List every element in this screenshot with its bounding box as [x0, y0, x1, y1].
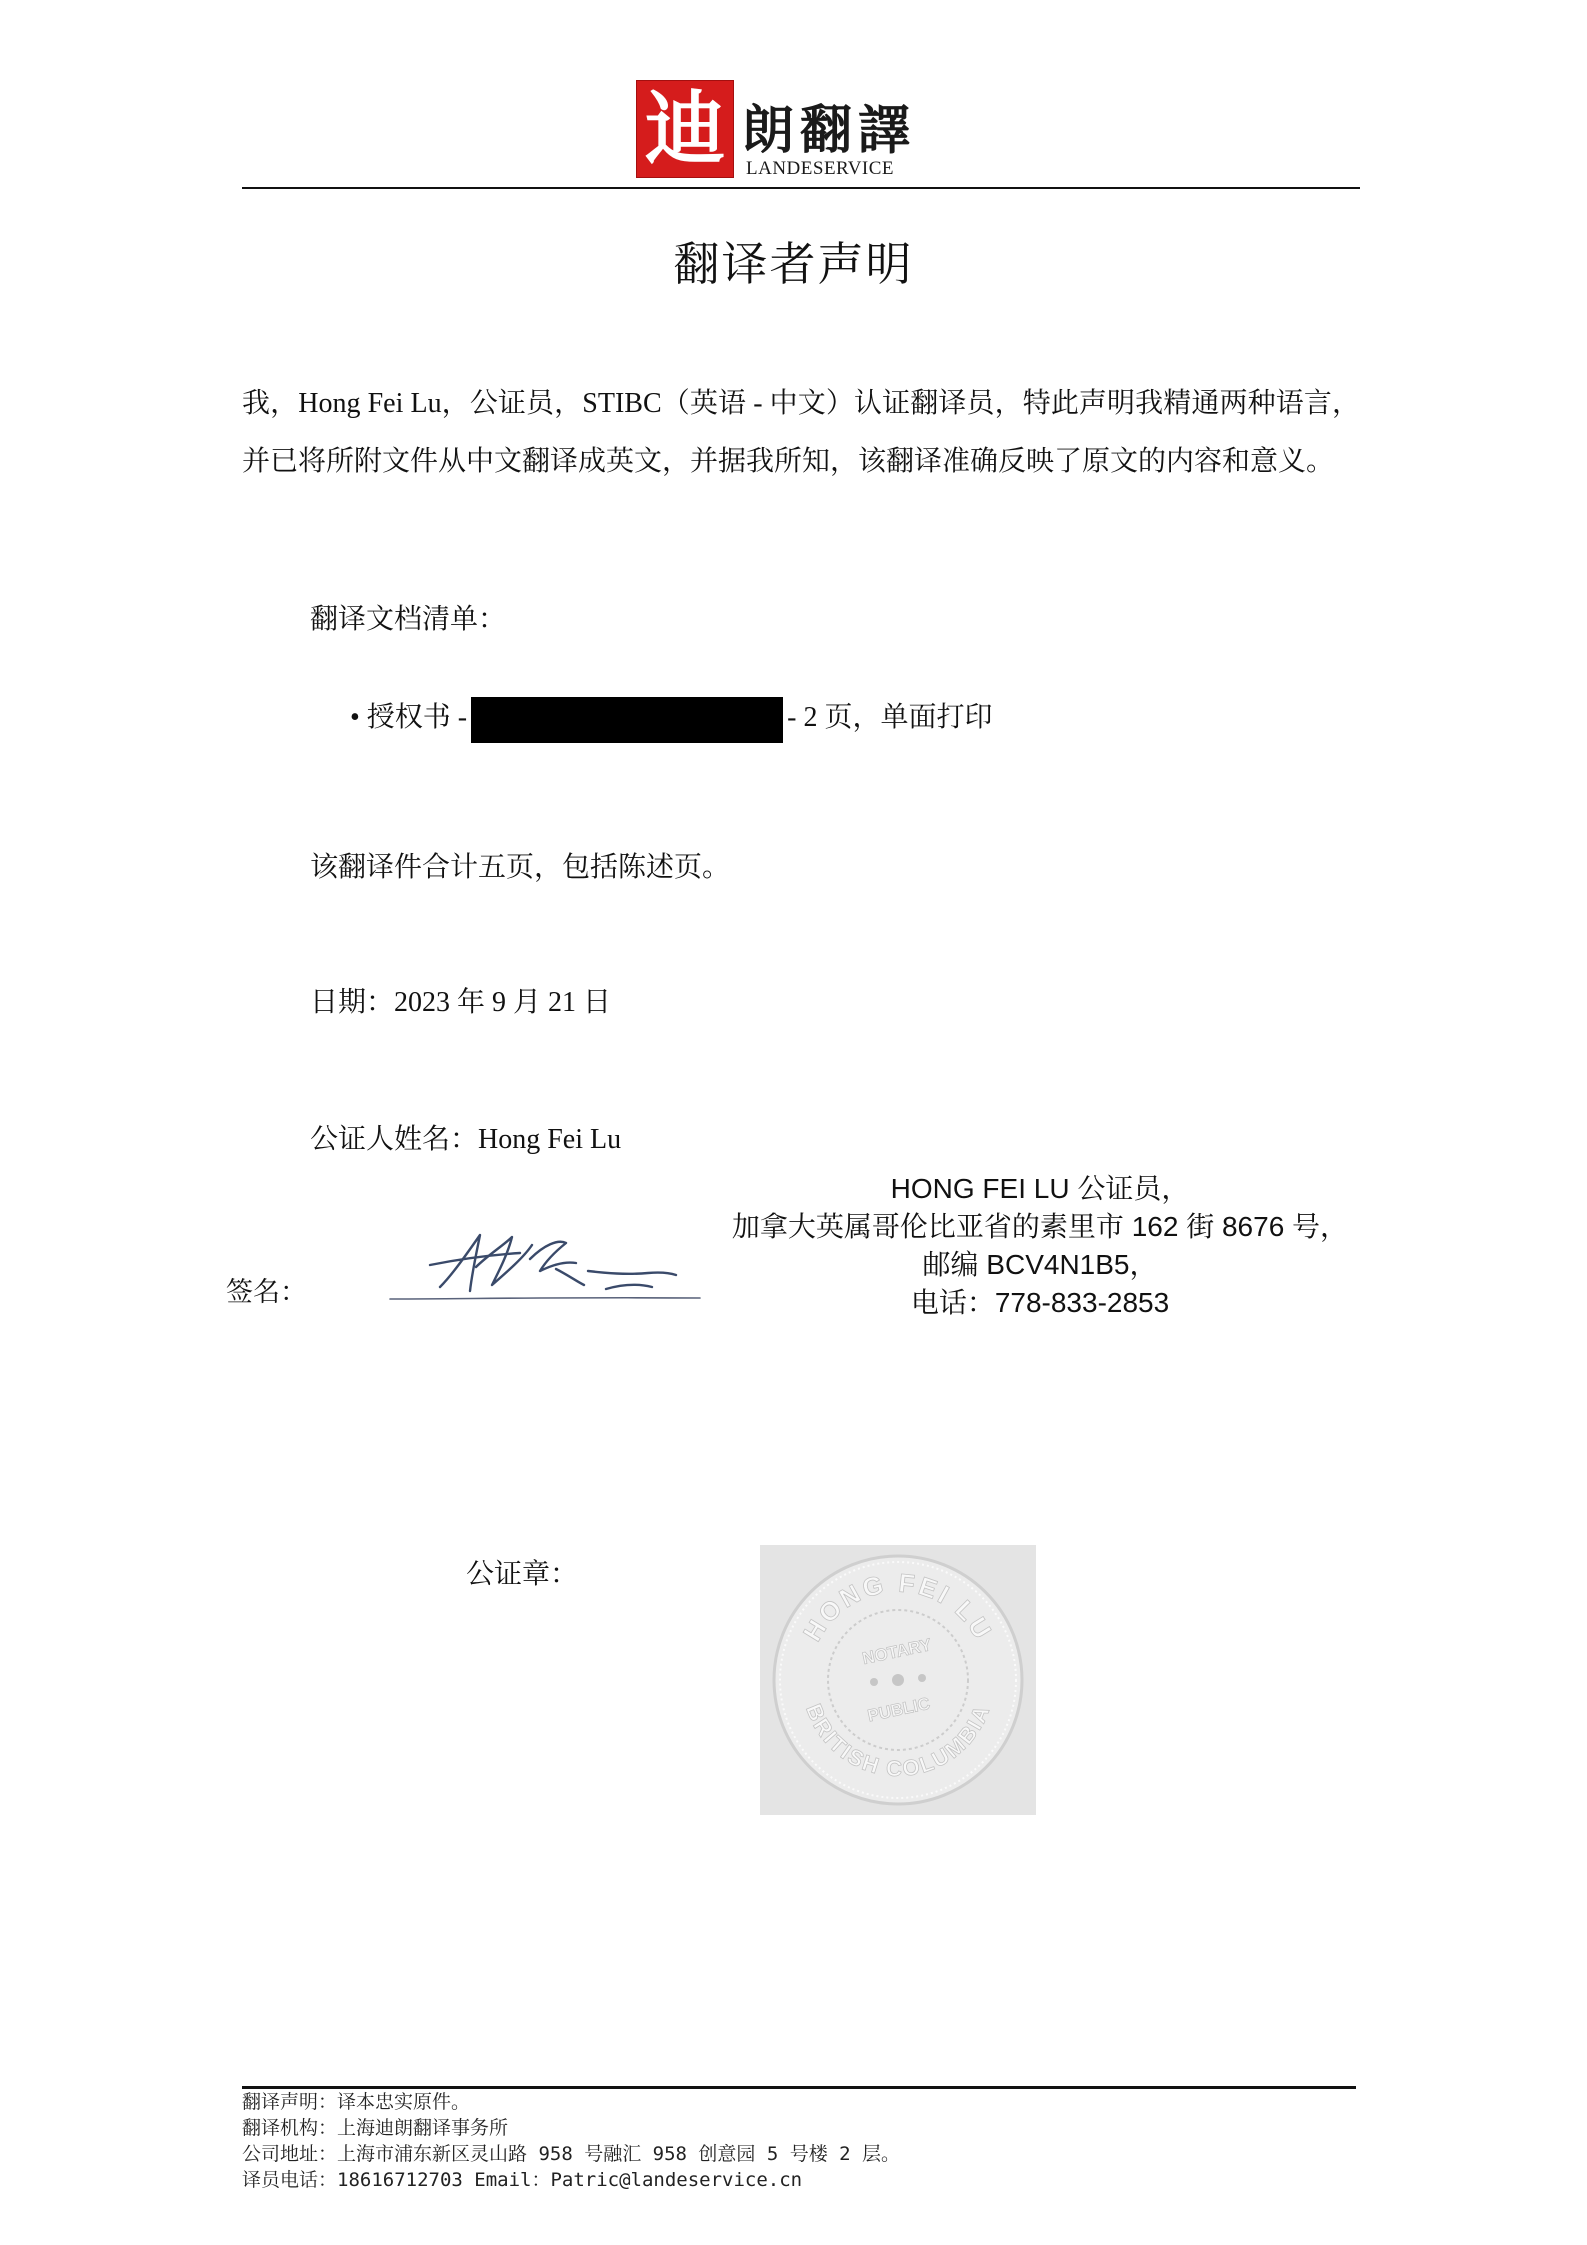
company-logo [636, 80, 916, 182]
notary-phone-line: 电话：778-833-2853 [910, 1287, 1170, 1318]
signature-label: 签名： [226, 1277, 307, 1307]
page-title: 翻译者声明 [673, 239, 914, 290]
footer-address: 公司地址：上海市浦东新区灵山路 958 号融汇 958 创意园 5 号楼 2 层。 [242, 2143, 901, 2165]
seal-center-top: NOTARY [860, 1635, 934, 1669]
notary-address-line: 邮编 BCV4N1B5， [922, 1249, 1158, 1280]
date-line: 日期：2023 年 9 月 21 日 [310, 987, 612, 1018]
footer-agency: 翻译机构：上海迪朗翻译事务所 [242, 2117, 509, 2139]
notary-address-block [700, 1170, 1380, 1322]
seal-bottom-text: BRITISH COLUMBIA [801, 1700, 995, 1782]
seal-top-text: HONG FEI LU [796, 1567, 1000, 1647]
logo-char: 迪 [645, 83, 725, 176]
document-item-suffix: - 2 页，单面打印 [787, 702, 993, 733]
declaration-paragraph: 我，Hong Fei Lu，公证员，STIBC（英语 - 中文）认证翻译员，特此声明我精通两种语言，并已将所附文件从中文翻译成英文，并据我所知，该翻译准确反映了原文的内容和意义。 [242, 388, 1360, 477]
notary-address-line: 加拿大英属哥伦比亚省的素里市 162 街 8676 号， [731, 1211, 1349, 1242]
footer-block [242, 2089, 900, 2193]
document-list-item [350, 695, 992, 743]
notary-name-line: 公证人姓名：Hong Fei Lu [310, 1124, 622, 1155]
logo-english: LANDESERVICE [746, 158, 895, 179]
logo-name: 朗翻譯 [742, 100, 917, 161]
document-list-label: 翻译文档清单： [310, 604, 507, 635]
footer-statement: 翻译声明：译本忠实原件。 [242, 2091, 471, 2113]
notary-address-line: HONG FEI LU 公证员， [890, 1173, 1190, 1204]
embossed-seal-graphic [760, 1545, 1036, 1815]
logo-red-badge [636, 80, 734, 178]
redaction-box [471, 697, 783, 743]
handwritten-signature [380, 1225, 710, 1305]
footer-contact: 译员电话：18616712703 Email：Patric@landeservice.cn [242, 2169, 803, 2191]
notary-seal [760, 1545, 1036, 1815]
document-item-prefix: • 授权书 - [350, 702, 468, 733]
header-divider [242, 187, 1360, 189]
seal-center-bottom: PUBLIC [865, 1693, 932, 1726]
page-count-statement: 该翻译件合计五页，包括陈述页。 [310, 852, 731, 883]
seal-label: 公证章： [466, 1559, 579, 1590]
